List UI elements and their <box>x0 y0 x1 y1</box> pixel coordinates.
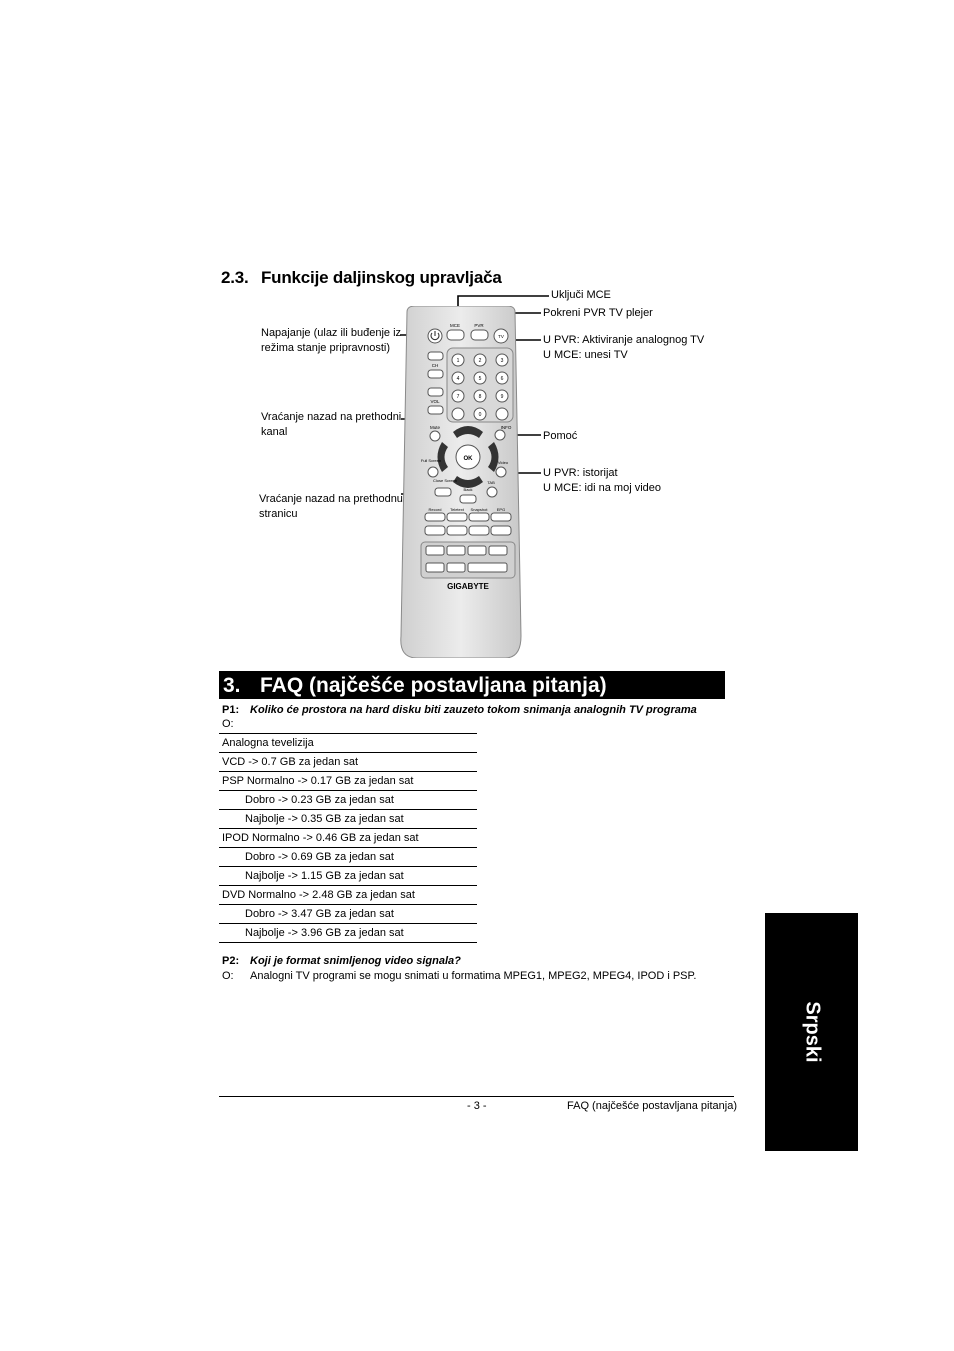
digit-label: 7 <box>456 394 460 400</box>
remote-control-drawing <box>395 306 525 658</box>
ch-label: CH <box>431 363 439 368</box>
table-cell: Dobro -> 3.47 GB za jedan sat <box>219 905 477 924</box>
answer-2 <box>222 970 696 982</box>
table-cell: Analogna tevelizija <box>219 734 477 753</box>
table-cell: Dobro -> 0.69 GB za jedan sat <box>219 848 477 867</box>
callout-pvr-player: Pokreni PVR TV plejer <box>543 307 653 319</box>
back-channel-button[interactable] <box>452 408 464 420</box>
tab-label: TAB <box>487 480 495 485</box>
record-button[interactable] <box>425 513 445 521</box>
table-cell: Dobro -> 0.23 GB za jedan sat <box>219 791 477 810</box>
snapshot-label: Snapshot <box>470 507 488 512</box>
callout-power-line2: režima stanje pripravnosti) <box>261 342 390 354</box>
digit-label: 8 <box>478 394 482 400</box>
callout-tv-line2: U MCE: unesi TV <box>543 349 628 361</box>
table-cell: IPOD Normalno -> 0.46 GB za jedan sat <box>219 829 477 848</box>
table-row <box>219 772 477 791</box>
snapshot-button[interactable] <box>469 513 489 521</box>
play-button[interactable] <box>468 563 507 572</box>
color-button-2 <box>447 526 467 535</box>
digit-label: 6 <box>500 376 504 382</box>
table-row <box>219 905 477 924</box>
callout-prev-page-line1: Vraćanje nazad na prethodnu <box>259 493 403 505</box>
answer-1-label: O: <box>222 718 234 730</box>
digit-label: 4 <box>456 376 460 382</box>
table-row <box>219 734 477 753</box>
color-button-3 <box>469 526 489 535</box>
color-button-4 <box>491 526 511 535</box>
teletext-label: Teletext <box>450 507 464 512</box>
back-button[interactable] <box>460 495 476 503</box>
record-label: Record <box>428 507 442 512</box>
table-row <box>219 810 477 829</box>
pvr-button[interactable] <box>471 330 488 340</box>
close-screen-label: Close Screen <box>432 478 458 483</box>
question-2-text: Koji je format snimljenog video signala? <box>250 955 461 967</box>
callout-power-line1: Napajanje (ulaz ili buđenje iz <box>261 327 402 339</box>
table-cell: Najbolje -> 1.15 GB za jedan sat <box>219 867 477 886</box>
close-screen-button[interactable] <box>435 488 451 496</box>
vol-up-button[interactable] <box>428 388 443 396</box>
callout-history-line2: U MCE: idi na moj video <box>543 482 661 494</box>
info-label: INFO <box>500 425 512 430</box>
table-cell: VCD -> 0.7 GB za jedan sat <box>219 753 477 772</box>
full-screen-button[interactable] <box>428 467 438 477</box>
digit-label: 3 <box>500 358 504 364</box>
remote-brand-logo: GIGABYTE <box>447 582 489 591</box>
question-1 <box>222 704 697 716</box>
callout-mce: Uključi MCE <box>551 289 611 301</box>
question-1-label: P1: <box>222 704 240 716</box>
callout-prev-channel-line1: Vraćanje nazad na prethodni <box>261 411 402 423</box>
enter-button[interactable] <box>496 408 508 420</box>
mute-button[interactable] <box>430 431 440 441</box>
pause-button[interactable] <box>447 563 465 572</box>
tab-button[interactable] <box>487 487 497 497</box>
digit-label: 5 <box>478 376 482 382</box>
faq-title: FAQ (najčešće postavljana pitanja) <box>260 674 607 697</box>
answer-2-text: Analogni TV programi se mogu snimati u formatima MPEG1, MPEG2, MPEG4, IPOD i PSP. <box>250 970 697 982</box>
mce-label: MCE <box>450 323 460 328</box>
section-number: 2.3. <box>221 268 249 287</box>
faq-number: 3. <box>223 674 241 697</box>
language-label: Srpski <box>801 1001 823 1063</box>
digit-label: 9 <box>500 394 504 400</box>
question-2 <box>222 955 461 967</box>
epg-button[interactable] <box>491 513 511 521</box>
video-button[interactable] <box>496 467 506 477</box>
mce-button[interactable] <box>447 330 464 340</box>
table-row <box>219 848 477 867</box>
table-row <box>219 924 477 943</box>
table-cell: PSP Normalno -> 0.17 GB za jedan sat <box>219 772 477 791</box>
tv-label: TV <box>498 334 504 339</box>
fast-forward-button[interactable] <box>489 546 507 555</box>
info-button[interactable] <box>495 430 505 440</box>
rewind-button[interactable] <box>468 546 486 555</box>
table-row <box>219 886 477 905</box>
callout-prev-page-line2: stranicu <box>259 508 298 520</box>
table-row <box>219 753 477 772</box>
callout-tv-line1: U PVR: Aktiviranje analognog TV <box>543 334 705 346</box>
digit-label: 1 <box>456 358 460 364</box>
video-label: Video <box>497 460 509 465</box>
vol-label: VOL <box>430 399 440 404</box>
table-row <box>219 791 477 810</box>
table-row <box>219 829 477 848</box>
table-cell: Najbolje -> 0.35 GB za jedan sat <box>219 810 477 829</box>
digit-label: 2 <box>478 358 482 364</box>
mute-label: Mute <box>429 425 441 430</box>
next-button[interactable] <box>447 546 465 555</box>
previous-button[interactable] <box>426 546 444 555</box>
stop-button[interactable] <box>426 563 444 572</box>
footer-section-title: FAQ (najčešće postavljana pitanja) <box>567 1100 737 1112</box>
table-cell: DVD Normalno -> 2.48 GB za jedan sat <box>219 886 477 905</box>
pvr-label: PVR <box>474 323 484 328</box>
table-cell: Najbolje -> 3.96 GB za jedan sat <box>219 924 477 943</box>
footer-rule <box>219 1096 734 1097</box>
question-2-label: P2: <box>222 955 240 967</box>
answer-2-label: O: <box>222 970 234 982</box>
callout-help: Pomoć <box>543 430 578 442</box>
ok-label: OK <box>463 456 473 462</box>
full-screen-label: Full Screen <box>420 458 442 463</box>
callout-prev-channel-line2: kanal <box>261 426 288 438</box>
epg-label: EPG <box>496 507 506 512</box>
table-row <box>219 867 477 886</box>
digit-label: 0 <box>478 412 482 418</box>
back-label: Back <box>463 487 473 492</box>
question-1-text: Koliko će prostora na hard disku biti zauzeto tokom snimanja analognih TV programa <box>250 704 697 716</box>
teletext-button[interactable] <box>447 513 467 521</box>
ch-up-button[interactable] <box>428 352 443 360</box>
vol-down-button[interactable] <box>428 406 443 414</box>
storage-table <box>219 733 477 943</box>
ch-down-button[interactable] <box>428 370 443 378</box>
remote-control-image <box>395 306 525 658</box>
section-title: Funkcije daljinskog upravljača <box>261 268 502 287</box>
page-number: - 3 - <box>467 1100 487 1112</box>
callout-history-line1: U PVR: istorijat <box>543 467 618 479</box>
language-side-tab <box>765 913 858 1151</box>
color-button-1 <box>425 526 445 535</box>
faq-heading-bar <box>219 671 725 699</box>
